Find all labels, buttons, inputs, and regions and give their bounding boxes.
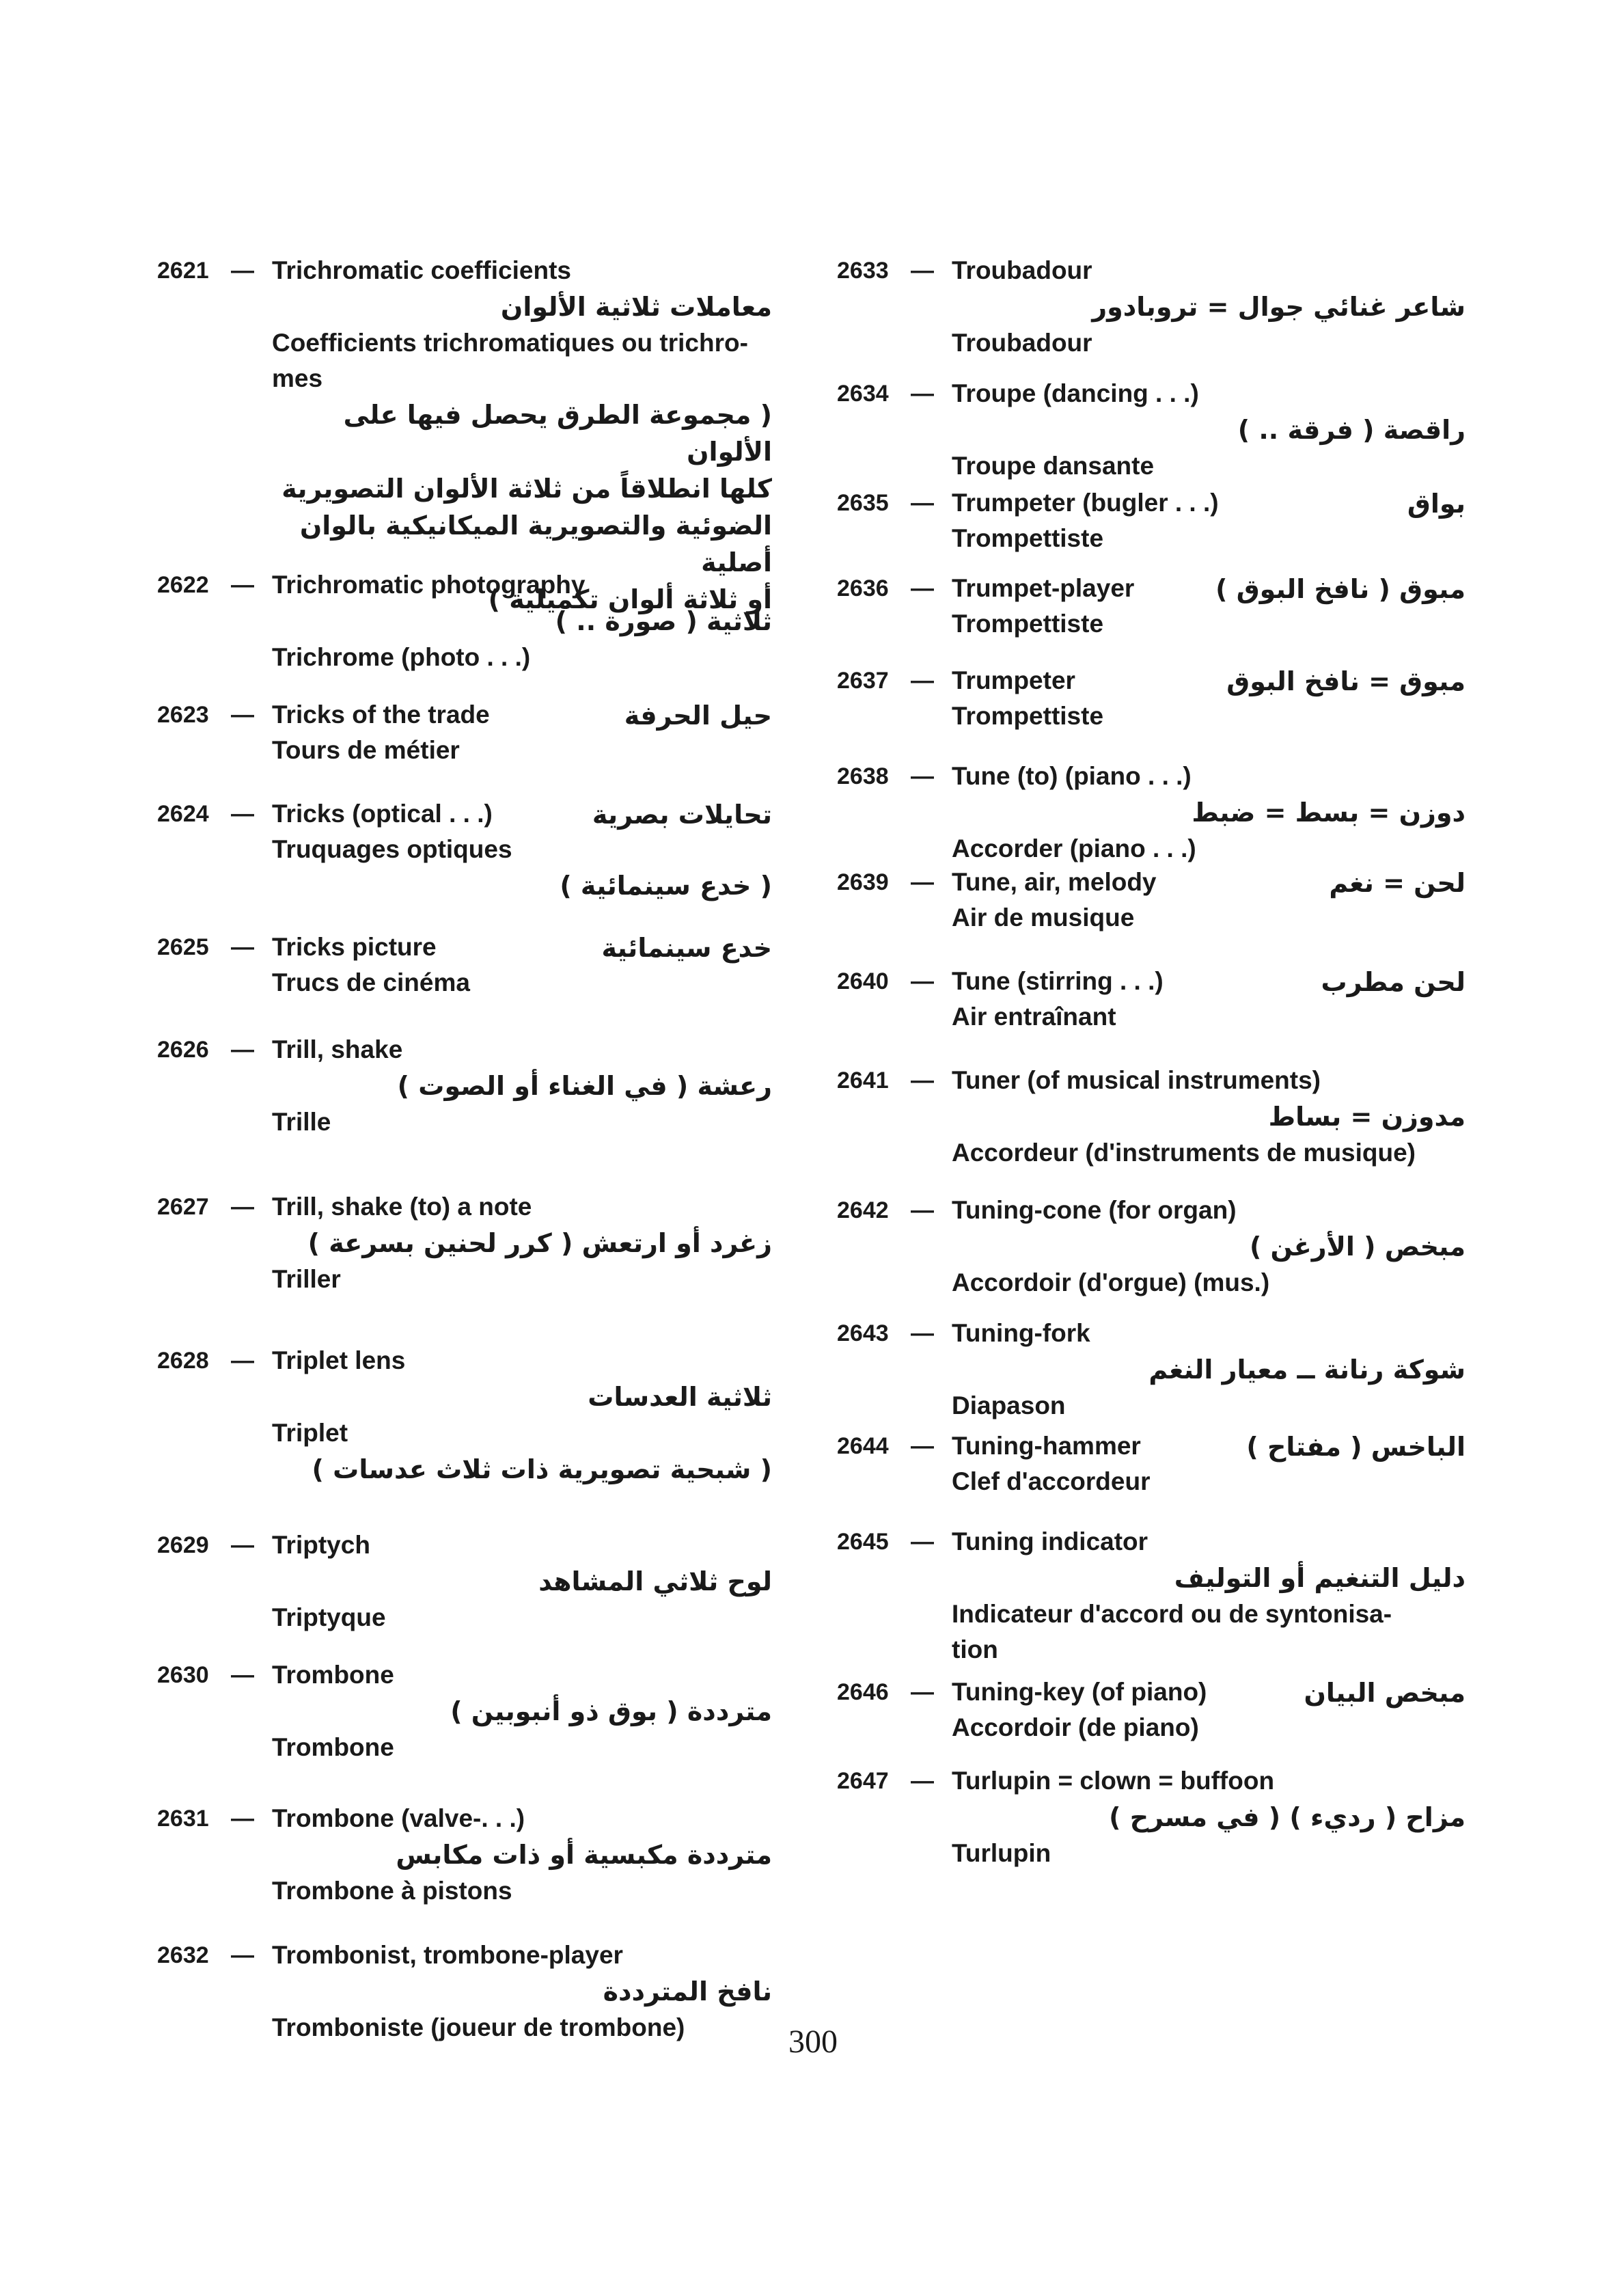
french-term: Triptyque [272,1603,386,1631]
arabic-term: مبوق = نافخ البوق [1226,666,1465,696]
entry-number: 2635 [837,490,889,516]
english-term: Trill, shake [272,1035,403,1063]
dictionary-entry [157,1801,772,1909]
entry-dash: — [911,1433,934,1459]
arabic-term: تحايلات بصرية [592,800,772,830]
entry-headline [837,1316,1465,1351]
entry-headline [837,485,1465,521]
entry-headline [837,865,1465,900]
english-term: Tuning-fork [952,1319,1090,1347]
entry-dash: — [911,968,934,994]
dictionary-entry [837,376,1465,484]
arabic-term: رعشة ( في الغناء أو الصوت ) [397,1071,772,1101]
arabic-term: ثلاثية العدسات [588,1382,772,1412]
entry-headline [157,1032,772,1068]
entry-dash: — [911,1529,934,1555]
french-term: Tours de métier [272,736,460,764]
arabic-term: راقصة ( فرقة .. ) [1237,415,1465,445]
french-term: Trompettiste [952,610,1104,638]
entry-headline [837,1524,1465,1560]
arabic-term: مبخص ( الأرغن ) [1249,1232,1465,1262]
entry-dash: — [231,1194,254,1220]
entry-headline [157,1801,772,1836]
french-term: Trombone [272,1733,394,1761]
arabic-term: حيل الحرفة [624,701,772,731]
dictionary-entry [837,1193,1465,1301]
dictionary-entry [157,1527,772,1635]
arabic-term: الباخس ( مفتاح ) [1246,1432,1465,1462]
entry-number: 2623 [157,702,209,728]
dictionary-entry [157,1938,772,2045]
arabic-term: مزاح ( رديء ) ( في مسرح ) [1109,1802,1465,1832]
french-term: Indicateur d'accord ou de syntonisa- [952,1600,1392,1628]
entry-number: 2627 [157,1194,209,1220]
arabic-term: بواق [1407,489,1465,519]
entry-dash: — [911,668,934,694]
french-term: Triller [272,1265,341,1293]
dictionary-entry [837,1674,1465,1745]
entry-headline [157,929,772,965]
french-term: Truquages optiques [272,835,512,863]
entry-dash: — [231,1942,254,1968]
entry-number: 2625 [157,934,209,960]
dictionary-entry [157,1657,772,1765]
entry-dash: — [231,1532,254,1558]
arabic-term: مبوق ( نافخ البوق ) [1215,574,1465,604]
entry-headline [157,1343,772,1378]
arabic-term: نافخ المترددة [603,1976,772,2007]
dictionary-entry [157,796,772,904]
dictionary-entry [157,253,772,618]
arabic-term: ثلاثية ( صورة .. ) [555,606,772,636]
dictionary-entry [837,865,1465,936]
entry-dash: — [911,381,934,407]
arabic-note: أو ثلاثة ألوان تكميلية ) [488,584,772,614]
entry-dash: — [911,763,934,789]
english-term: Tune (stirring . . .) [952,967,1164,995]
entry-number: 2621 [157,258,209,284]
french-term: Trucs de cinéma [272,968,470,996]
entry-number: 2626 [157,1037,209,1063]
arabic-term: مترددة مكبسية أو ذات مكابس [396,1840,772,1870]
english-term: Trichromatic coefficients [272,256,571,284]
arabic-term: مدوزن = بساط [1268,1102,1465,1132]
arabic-note: ( خدع سينمائية ) [560,871,772,901]
dictionary-entry [837,663,1465,734]
english-term: Tricks (optical . . .) [272,800,493,828]
entry-headline [157,697,772,733]
entry-dash: — [911,490,934,516]
english-term: Trill, shake (to) a note [272,1193,532,1221]
entry-number: 2645 [837,1529,889,1555]
french-term: Tromboniste (joueur de trombone) [272,2013,685,2041]
entry-number: 2641 [837,1068,889,1093]
dictionary-entry [837,759,1465,867]
entry-number: 2647 [837,1768,889,1794]
entry-dash: — [231,801,254,827]
page-number: 300 [788,2024,838,2060]
arabic-term: زغرد أو ارتعش ( كرر لحنين بسرعة ) [307,1228,772,1258]
french-term: Troubadour [952,329,1092,357]
english-term: Troubadour [952,256,1092,284]
french-term: Air de musique [952,903,1135,932]
entry-number: 2639 [837,869,889,895]
english-term: Trichromatic photography [272,571,586,599]
entry-dash: — [231,934,254,960]
arabic-term: دليل التنغيم أو التوليف [1174,1563,1465,1593]
english-term: Turlupin = clown = buffoon [952,1767,1275,1795]
dictionary-entry [837,964,1465,1035]
dictionary-entry [837,253,1465,361]
entry-dash: — [911,1320,934,1346]
english-term: Triplet lens [272,1346,406,1374]
entry-number: 2631 [157,1806,209,1832]
english-term: Tuner (of musical instruments) [952,1066,1321,1094]
arabic-term: شاعر غنائي جوال = تروبادور [1092,292,1465,322]
arabic-note: كلها انطلاقاً من ثلاثة الألوان التصويرية [281,474,772,504]
entry-dash: — [911,869,934,895]
entry-headline [837,964,1465,999]
entry-headline [157,1657,772,1693]
french-term: Trompettiste [952,524,1104,552]
entry-headline [157,253,772,288]
entry-dash: — [231,1348,254,1374]
arabic-term: مبخص البيان [1304,1678,1465,1708]
english-term: Trumpet-player [952,574,1135,602]
entry-number: 2630 [157,1662,209,1688]
english-term: Tune (to) (piano . . .) [952,762,1192,790]
french-term: Accorder (piano . . .) [952,834,1196,862]
dictionary-entry [837,1428,1465,1499]
french-term: Accordoir (d'orgue) (mus.) [952,1268,1270,1296]
french-term: Turlupin [952,1839,1051,1867]
entry-headline [837,759,1465,794]
entry-number: 2640 [837,968,889,994]
french-term: Trichrome (photo . . .) [272,643,531,671]
entry-headline [157,1189,772,1225]
entry-headline [157,567,772,603]
arabic-note: الضوئية والتصويرية الميكانيكية بالوان أصلية [299,511,772,577]
entry-number: 2637 [837,668,889,694]
french-term: Troupe dansante [952,452,1155,480]
entry-dash: — [911,1679,934,1705]
entry-dash: — [231,702,254,728]
entry-dash: — [911,1197,934,1223]
dictionary-entry [837,1063,1465,1171]
arabic-term: مترددة ( بوق ذو أنبوبين ) [450,1696,772,1726]
dictionary-entry [837,485,1465,556]
entry-dash: — [911,258,934,284]
dictionary-entry [157,929,772,1001]
dictionary-entry [157,567,772,675]
arabic-term: خدع سينمائية [601,933,772,963]
dictionary-entry [157,1032,772,1140]
entry-headline [837,376,1465,411]
entry-number: 2624 [157,801,209,827]
french-term: Diapason [952,1391,1066,1419]
english-term: Troupe (dancing . . .) [952,379,1199,407]
english-term: Tune, air, melody [952,868,1157,896]
entry-headline [157,1938,772,1973]
french-term: Trombone à pistons [272,1877,512,1905]
arabic-term: لحن = نغم [1329,868,1465,898]
entry-dash: — [911,575,934,601]
french-term: Coefficients trichromatiques ou trichro- [272,329,748,357]
entry-number: 2632 [157,1942,209,1968]
entry-dash: — [231,572,254,598]
entry-number: 2643 [837,1320,889,1346]
entry-number: 2629 [157,1532,209,1558]
english-term: Tuning indicator [952,1527,1148,1555]
entry-number: 2638 [837,763,889,789]
english-term: Trombone [272,1661,394,1689]
english-term: Tuning-cone (for organ) [952,1196,1237,1224]
dictionary-entry [837,1763,1465,1871]
entry-number: 2636 [837,575,889,601]
entry-dash: — [911,1768,934,1794]
french-term: Trille [272,1108,331,1136]
entry-number: 2642 [837,1197,889,1223]
entry-headline [837,253,1465,288]
english-term: Trumpeter [952,666,1075,694]
entry-number: 2646 [837,1679,889,1705]
french-term: tion [952,1635,998,1663]
english-term: Trombonist, trombone-player [272,1941,623,1969]
french-term: Trompettiste [952,702,1104,730]
arabic-note: ( مجموعة الطرق يحصل فيها على الألوان [343,400,772,467]
entry-dash: — [231,1037,254,1063]
entry-number: 2622 [157,572,209,598]
entry-number: 2628 [157,1348,209,1374]
dictionary-entry [837,1316,1465,1424]
french-term: Triplet [272,1419,348,1447]
entry-headline [837,1193,1465,1228]
entry-headline [837,1763,1465,1799]
french-term: mes [272,364,323,392]
english-term: Trumpeter (bugler . . .) [952,489,1219,517]
english-term: Triptych [272,1531,370,1559]
arabic-term: شوكة رنانة ــ معيار النغم [1148,1355,1465,1385]
entry-number: 2633 [837,258,889,284]
entry-dash: — [911,1068,934,1093]
entry-number: 2634 [837,381,889,407]
english-term: Tuning-key (of piano) [952,1678,1207,1706]
dictionary-entry [157,1189,772,1297]
arabic-term: معاملات ثلاثية الألوان [500,292,772,322]
french-term: Accordeur (d'instruments de musique) [952,1139,1416,1167]
english-term: Tricks of the trade [272,701,490,729]
dictionary-entry [157,1343,772,1488]
entry-number: 2644 [837,1433,889,1459]
english-term: Tuning-hammer [952,1432,1141,1460]
english-term: Trombone (valve-. . .) [272,1804,525,1832]
entry-headline [837,1428,1465,1464]
dictionary-entry [837,1524,1465,1668]
dictionary-entry [157,697,772,768]
entry-headline [157,796,772,832]
english-term: Tricks picture [272,933,437,961]
french-term: Air entraînant [952,1003,1116,1031]
french-term: Accordoir (de piano) [952,1713,1199,1741]
entry-headline [837,663,1465,698]
arabic-term: لحن مطرب [1321,967,1465,997]
entry-dash: — [231,1662,254,1688]
entry-dash: — [231,1806,254,1832]
arabic-note: ( شبحية تصويرية ذات ثلاث عدسات ) [312,1454,772,1484]
entry-headline [837,1063,1465,1098]
french-term: Clef d'accordeur [952,1467,1151,1495]
arabic-term: لوح ثلاثي المشاهد [538,1566,772,1596]
dictionary-entry [837,571,1465,642]
entry-headline [837,1674,1465,1710]
entry-headline [157,1527,772,1563]
arabic-term: دوزن = بسط = ضبط [1192,798,1465,828]
entry-dash: — [231,258,254,284]
entry-headline [837,571,1465,606]
